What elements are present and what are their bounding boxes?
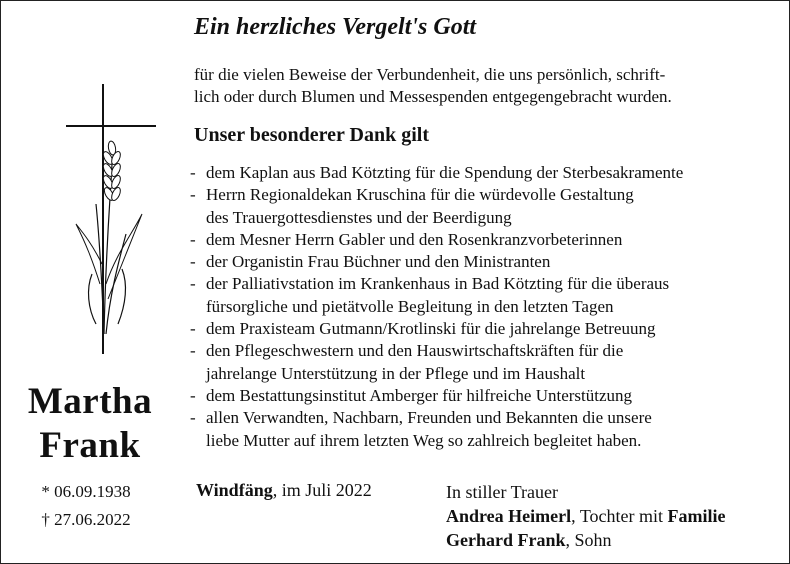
intro-text [194,64,672,108]
list-item [190,407,683,452]
list-dash: - [190,274,196,294]
thanks-list [190,162,683,452]
list-item-text: der Organistin Frau Büchner und den Ministranten [206,252,551,272]
intro-line: für die vielen Beweise der Verbundenheit, die uns persönlich, schrift- [194,65,666,84]
list-item [190,184,683,229]
list-item-text: fürsorgliche und pietätvolle Begleitung in den letzten Tagen [206,296,614,316]
list-item-text: der Palliativstation im Krankenhaus in Bad Kötzting für die überaus [206,274,670,294]
list-item-text: den Pflegeschwestern und den Hauswirtschaftskräften für die [206,341,624,361]
list-dash: - [190,408,196,428]
list-item-text: dem Bestattungsinstitut Amberger für hilfreiche Unterstützung [206,385,633,405]
list-item [190,385,683,407]
list-dash: - [190,229,196,249]
list-dash: - [190,252,196,272]
list-dash: - [190,341,196,361]
thanks-subhead: Unser besonderer Dank gilt [194,124,430,146]
list-dash: - [190,185,196,205]
mourner-relation: , Sohn [565,530,612,550]
list-item-text: liebe Mutter auf ihrem letzten Weg so zahlreich begleitet haben. [206,430,642,450]
list-item [190,318,683,340]
deceased-first-name: Martha [27,381,153,422]
list-item-text: Herrn Regionaldekan Kruschina für die würdevolle Gestaltung [206,185,634,205]
list-item-text: des Trauergottesdienstes und der Beerdigung [206,207,512,227]
place-name: Windfäng [196,480,273,500]
notice-title: Ein herzliches Vergelt's Gott [194,14,477,40]
mourner-relation: , Tochter mit [571,506,668,526]
place-and-date [196,480,372,501]
list-dash: - [190,385,196,405]
list-dash: - [190,319,196,339]
list-item [190,229,683,251]
list-item-text: dem Mesner Herrn Gabler und den Rosenkranzvorbeterinnen [206,229,623,249]
list-item [190,340,683,385]
list-item [190,162,683,184]
intro-line: lich oder durch Blumen und Messespenden entgegengebracht wurden. [194,87,672,106]
deceased-last-name: Frank [39,425,141,466]
list-item-text: dem Kaplan aus Bad Kötzting für die Spendung der Sterbesakramente [206,163,684,182]
birth-date: * 06.09.1938 [41,482,131,501]
cross-with-wheat-icon [66,84,156,354]
list-item-text: allen Verwandten, Nachbarn, Freunden und Bekannten die unsere [206,408,652,428]
mourners-block [446,480,726,552]
mourner-line [446,528,726,552]
list-item-text: jahrelange Unterstützung in der Pflege und im Haushalt [206,363,586,383]
death-date: † 27.06.2022 [41,510,131,529]
place-date: , im Juli 2022 [272,480,372,500]
list-item [190,251,683,273]
list-dash: - [190,163,196,182]
mourner-line [446,504,726,528]
mourner-name: Andrea Heimerl [446,506,572,526]
list-item [190,273,683,318]
list-item-text: dem Praxisteam Gutmann/Krotlinski für die jahrelange Betreuung [206,319,656,339]
mourner-name: Gerhard Frank [446,530,566,550]
mourners-heading: In stiller Trauer [446,482,558,502]
mourner-family: Familie [667,506,726,526]
